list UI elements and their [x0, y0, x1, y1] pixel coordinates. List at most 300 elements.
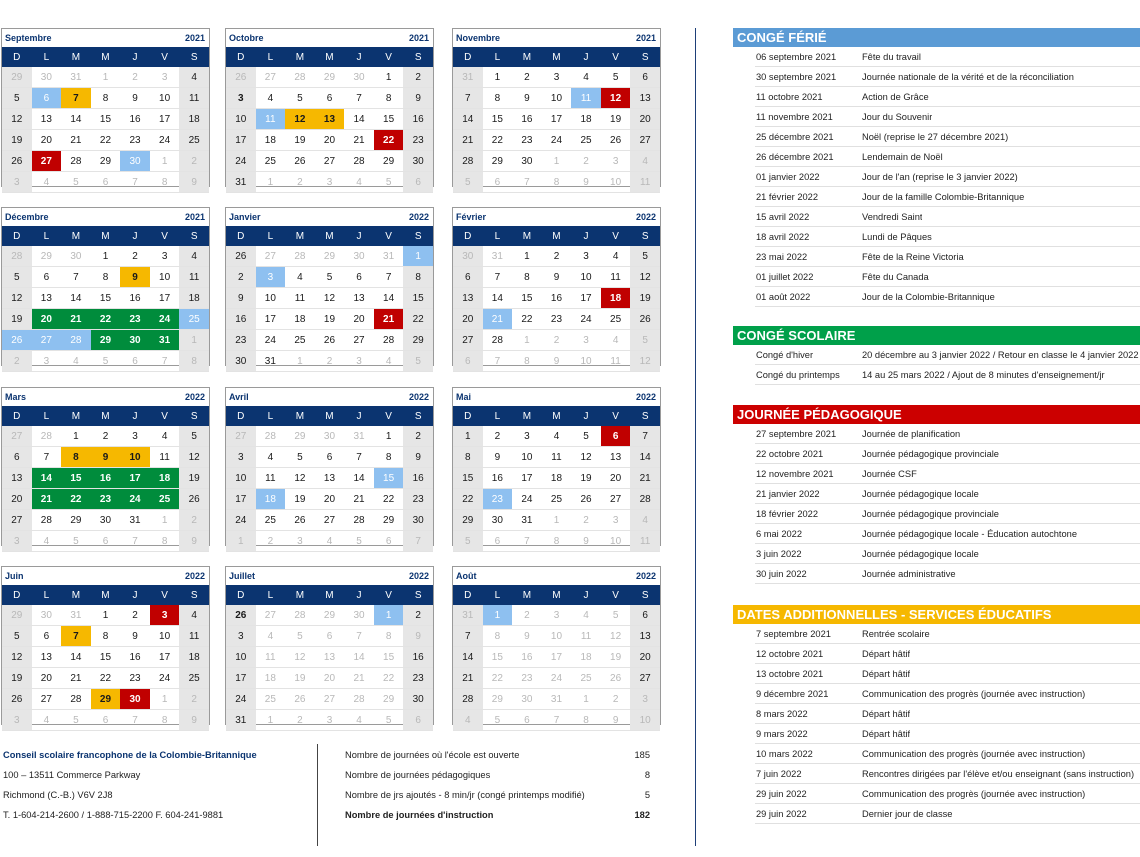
day-cell: 3: [315, 710, 345, 731]
week-row: [226, 67, 433, 88]
weekday-header: L: [256, 585, 286, 605]
month-name: Novembre: [456, 33, 501, 43]
day-cell: 17: [542, 647, 572, 668]
weekday-header: J: [120, 226, 150, 246]
day-cell: 13: [601, 447, 631, 468]
day-cell: 8: [512, 267, 542, 288]
weekday-header: M: [91, 226, 121, 246]
section-row: [755, 67, 1140, 87]
day-cell: 18: [150, 468, 180, 489]
section-row: [755, 624, 1140, 644]
stat-label: Nombre de journées d'instruction: [345, 810, 494, 820]
weekday-header: V: [150, 226, 180, 246]
day-cell: 21: [453, 668, 483, 689]
row-date: Congé d'hiver: [756, 349, 814, 360]
day-cell: 26: [226, 605, 256, 626]
org-address-line2: Richmond (C.-B.) V6V 2J8: [3, 790, 113, 800]
day-cell: 8: [453, 447, 483, 468]
weekday-header: V: [601, 585, 631, 605]
day-cell: 12: [179, 447, 209, 468]
day-cell: 7: [344, 626, 374, 647]
day-cell: 3: [344, 351, 374, 372]
day-cell: 22: [91, 668, 121, 689]
day-cell: 9: [179, 710, 209, 731]
month-year: 2022: [408, 392, 429, 402]
row-description: Journée de planification: [862, 428, 961, 439]
day-cell: 4: [32, 710, 62, 731]
day-cell: 28: [453, 151, 483, 172]
row-date: 29 juin 2022: [756, 808, 807, 819]
weekday-header: L: [32, 226, 62, 246]
weekday-header: D: [453, 406, 483, 426]
day-cell: 7: [344, 447, 374, 468]
day-cell: 27: [630, 130, 660, 151]
day-cell: 16: [483, 468, 513, 489]
weekday-header: M: [315, 406, 345, 426]
day-cell: 12: [2, 288, 32, 309]
month-title: [453, 567, 660, 585]
day-cell: 17: [226, 489, 256, 510]
day-cell: 1: [179, 330, 209, 351]
day-cell: 9: [571, 172, 601, 193]
week-row: [453, 426, 660, 447]
day-cell: 8: [374, 447, 404, 468]
weekday-header: S: [179, 47, 209, 67]
day-cell: 16: [403, 109, 433, 130]
week-row: [453, 109, 660, 130]
day-cell: 4: [61, 351, 91, 372]
row-date: 11 novembre 2021: [756, 111, 833, 122]
month-calendar: [1, 387, 210, 546]
day-cell: 4: [601, 246, 631, 267]
row-description: Départ hâtif: [862, 668, 911, 679]
day-cell: 12: [630, 267, 660, 288]
day-cell: 7: [32, 447, 62, 468]
section-rows: [755, 624, 1140, 824]
month-title: [2, 208, 209, 226]
row-date: 9 mars 2022: [756, 728, 808, 739]
week-row: [2, 67, 209, 88]
month-calendar: [225, 566, 434, 725]
day-cell: 10: [120, 447, 150, 468]
day-cell: 19: [285, 130, 315, 151]
day-cell: 20: [32, 668, 62, 689]
week-row: [2, 151, 209, 172]
stat-label: Nombre de jrs ajoutés - 8 min/jr (congé printemps modifié): [345, 790, 585, 800]
day-grid: [2, 226, 209, 372]
week-row: [2, 172, 209, 193]
week-row: [226, 489, 433, 510]
day-cell: 4: [571, 605, 601, 626]
day-cell: 7: [630, 426, 660, 447]
day-cell: 3: [32, 351, 62, 372]
day-cell: 28: [256, 426, 286, 447]
stat-row: [345, 765, 650, 785]
day-cell: 6: [344, 267, 374, 288]
month-title: [226, 388, 433, 406]
weekday-header: J: [344, 585, 374, 605]
month-calendar: [225, 387, 434, 546]
day-cell: 9: [571, 531, 601, 552]
day-cell: 24: [571, 309, 601, 330]
day-cell: 27: [601, 489, 631, 510]
week-row: [453, 710, 660, 731]
day-cell: 15: [374, 109, 404, 130]
day-cell: 26: [2, 151, 32, 172]
day-cell: 30: [344, 605, 374, 626]
day-cell: 26: [630, 309, 660, 330]
row-date: 3 juin 2022: [756, 548, 802, 559]
day-cell: 14: [61, 288, 91, 309]
day-cell: 11: [256, 647, 286, 668]
day-cell: 13: [32, 647, 62, 668]
day-cell: 10: [630, 710, 660, 731]
day-cell: 23: [91, 489, 121, 510]
row-description: Jour du Souvenir: [862, 111, 933, 122]
weekday-header: D: [2, 226, 32, 246]
row-description: Fête du travail: [862, 51, 921, 62]
week-row: [453, 351, 660, 372]
day-cell: 1: [91, 67, 121, 88]
week-row: [226, 426, 433, 447]
day-cell: 31: [150, 330, 180, 351]
day-cell: 2: [179, 689, 209, 710]
row-date: 25 décembre 2021: [756, 131, 834, 142]
section-rows: [755, 345, 1140, 385]
row-date: 7 juin 2022: [756, 768, 802, 779]
weekday-header: M: [512, 47, 542, 67]
day-cell: 16: [120, 647, 150, 668]
day-grid: [226, 406, 433, 552]
day-cell: 8: [542, 172, 572, 193]
day-cell: 2: [179, 510, 209, 531]
day-cell: 6: [2, 447, 32, 468]
day-cell: 6: [32, 626, 62, 647]
month-name: Février: [456, 212, 487, 222]
section-row: [755, 147, 1140, 167]
day-cell: 16: [403, 468, 433, 489]
weekday-header: M: [542, 406, 572, 426]
day-cell: 29: [453, 510, 483, 531]
weekday-header: J: [571, 585, 601, 605]
row-date: 26 décembre 2021: [756, 151, 834, 162]
week-row: [453, 246, 660, 267]
section-row: [755, 544, 1140, 564]
week-row: [453, 330, 660, 351]
week-row: [226, 710, 433, 731]
day-cell: 6: [315, 626, 345, 647]
day-cell: 7: [453, 626, 483, 647]
day-cell: 27: [453, 330, 483, 351]
section-row: [755, 167, 1140, 187]
day-cell: 4: [453, 710, 483, 731]
day-cell: 12: [2, 647, 32, 668]
section-header: CONGÉ SCOLAIRE: [733, 326, 1140, 345]
day-cell: 17: [571, 288, 601, 309]
week-row: [226, 288, 433, 309]
day-cell: 28: [61, 330, 91, 351]
day-cell: 23: [120, 668, 150, 689]
week-row: [2, 267, 209, 288]
day-cell: 27: [2, 426, 32, 447]
day-cell: 4: [374, 351, 404, 372]
day-cell: 29: [91, 151, 121, 172]
day-cell: 10: [542, 88, 572, 109]
day-cell: 19: [571, 468, 601, 489]
day-cell: 11: [571, 626, 601, 647]
day-cell: 17: [226, 130, 256, 151]
day-cell: 8: [61, 447, 91, 468]
day-cell: 9: [120, 267, 150, 288]
weekday-header: S: [179, 226, 209, 246]
day-cell: 3: [2, 531, 32, 552]
section-row: [755, 207, 1140, 227]
day-cell: 8: [150, 710, 180, 731]
weekday-header: L: [483, 47, 513, 67]
weekday-header: J: [344, 226, 374, 246]
weekday-header: M: [315, 585, 345, 605]
day-cell: 6: [32, 267, 62, 288]
day-cell: 22: [483, 668, 513, 689]
day-cell: 15: [512, 288, 542, 309]
week-row: [226, 510, 433, 531]
day-cell: 18: [179, 288, 209, 309]
day-cell: 1: [512, 246, 542, 267]
day-cell: 10: [256, 288, 286, 309]
row-date: 15 avril 2022: [756, 211, 810, 222]
day-cell: 5: [571, 426, 601, 447]
day-cell: 5: [91, 351, 121, 372]
weekday-header: L: [483, 585, 513, 605]
day-cell: 4: [344, 710, 374, 731]
day-cell: 5: [2, 88, 32, 109]
day-grid: [2, 47, 209, 193]
day-cell: 1: [571, 689, 601, 710]
day-cell: 1: [374, 605, 404, 626]
day-cell: 8: [483, 88, 513, 109]
day-cell: 26: [601, 668, 631, 689]
day-cell: 21: [61, 668, 91, 689]
day-cell: 15: [91, 647, 121, 668]
day-cell: 11: [601, 351, 631, 372]
day-cell: 30: [32, 605, 62, 626]
day-grid: [226, 47, 433, 193]
day-cell: 25: [256, 510, 286, 531]
week-row: [2, 109, 209, 130]
weekday-header: D: [226, 47, 256, 67]
section-row: [755, 724, 1140, 744]
day-cell: 14: [453, 647, 483, 668]
day-cell: 9: [512, 626, 542, 647]
day-cell: 29: [315, 605, 345, 626]
day-cell: 31: [512, 510, 542, 531]
row-description: Action de Grâce: [862, 91, 929, 102]
day-cell: 18: [285, 309, 315, 330]
day-cell: 29: [32, 246, 62, 267]
day-cell: 23: [512, 668, 542, 689]
day-cell: 29: [403, 330, 433, 351]
day-cell: 5: [630, 330, 660, 351]
day-cell: 27: [32, 330, 62, 351]
day-cell: 4: [285, 267, 315, 288]
day-cell: 31: [226, 710, 256, 731]
month-name: Décembre: [5, 212, 49, 222]
day-cell: 2: [256, 531, 286, 552]
day-cell: 21: [453, 130, 483, 151]
weekday-header: D: [2, 406, 32, 426]
day-cell: 18: [571, 109, 601, 130]
org-phone: T. 1-604-214-2600 / 1-888-715-2200 F. 604-241-9881: [3, 810, 224, 820]
stat-value: 5: [644, 790, 650, 800]
month-title: [453, 388, 660, 406]
day-cell: 6: [91, 531, 121, 552]
month-title: [2, 567, 209, 585]
day-cell: 22: [403, 309, 433, 330]
day-cell: 7: [120, 172, 150, 193]
day-cell: 29: [374, 510, 404, 531]
stat-label: Nombre de journées où l'école est ouverte: [345, 750, 520, 760]
day-cell: 27: [256, 605, 286, 626]
day-cell: 1: [542, 151, 572, 172]
day-cell: 30: [512, 689, 542, 710]
day-cell: 12: [630, 351, 660, 372]
weekday-header: V: [150, 585, 180, 605]
day-cell: 5: [483, 710, 513, 731]
day-cell: 30: [226, 351, 256, 372]
day-cell: 27: [630, 668, 660, 689]
month-calendar: [452, 207, 661, 366]
section-row: [755, 267, 1140, 287]
day-cell: 5: [2, 267, 32, 288]
weekday-header: J: [344, 47, 374, 67]
day-cell: 19: [2, 130, 32, 151]
stat-value: 8: [644, 770, 650, 780]
day-cell: 13: [32, 109, 62, 130]
day-cell: 5: [61, 172, 91, 193]
day-cell: 7: [483, 267, 513, 288]
month-name: Mars: [5, 392, 27, 402]
week-row: [453, 151, 660, 172]
day-cell: 23: [483, 489, 513, 510]
day-cell: 28: [483, 330, 513, 351]
day-cell: 23: [512, 130, 542, 151]
day-cell: 4: [150, 426, 180, 447]
day-cell: 5: [285, 88, 315, 109]
day-cell: 11: [630, 172, 660, 193]
day-cell: 19: [179, 468, 209, 489]
day-cell: 2: [601, 689, 631, 710]
day-cell: 2: [403, 426, 433, 447]
week-row: [2, 309, 209, 330]
day-cell: 10: [226, 647, 256, 668]
day-cell: 30: [344, 246, 374, 267]
weekday-header: M: [91, 47, 121, 67]
week-row: [2, 330, 209, 351]
day-grid: [226, 226, 433, 372]
day-cell: 16: [512, 647, 542, 668]
day-cell: 2: [120, 246, 150, 267]
day-cell: 5: [403, 351, 433, 372]
day-cell: 28: [453, 689, 483, 710]
row-description: Communication des progrès (journée avec instruction): [862, 788, 1086, 799]
day-cell: 28: [61, 689, 91, 710]
section-row: [755, 764, 1140, 784]
weekday-header: L: [256, 226, 286, 246]
week-row: [2, 426, 209, 447]
day-cell: 2: [571, 510, 601, 531]
weekday-header: D: [226, 585, 256, 605]
row-description: Dernier jour de classe: [862, 808, 953, 819]
day-cell: 22: [91, 309, 121, 330]
weekday-header: M: [512, 406, 542, 426]
month-name: Septembre: [5, 33, 52, 43]
weekday-header: L: [32, 585, 62, 605]
day-cell: 25: [571, 130, 601, 151]
column-divider: [695, 28, 696, 846]
day-cell: 3: [150, 246, 180, 267]
row-date: 23 mai 2022: [756, 251, 808, 262]
day-cell: 14: [453, 109, 483, 130]
day-cell: 18: [571, 647, 601, 668]
month-year: 2021: [408, 33, 429, 43]
day-cell: 18: [256, 130, 286, 151]
day-cell: 1: [403, 246, 433, 267]
day-cell: 31: [120, 510, 150, 531]
day-cell: 2: [120, 605, 150, 626]
day-cell: 7: [120, 531, 150, 552]
day-cell: 20: [32, 309, 62, 330]
day-cell: 3: [601, 151, 631, 172]
week-row: [2, 447, 209, 468]
day-cell: 7: [512, 172, 542, 193]
month-year: 2022: [184, 571, 205, 581]
row-date: 12 octobre 2021: [756, 648, 824, 659]
week-row: [226, 330, 433, 351]
day-cell: 5: [374, 710, 404, 731]
day-cell: 27: [315, 510, 345, 531]
month-title: [453, 208, 660, 226]
day-cell: 28: [285, 605, 315, 626]
week-row: [2, 510, 209, 531]
row-date: 01 janvier 2022: [756, 171, 820, 182]
month-title: [453, 29, 660, 47]
section-row: [755, 524, 1140, 544]
week-row: [2, 605, 209, 626]
week-row: [2, 531, 209, 552]
day-cell: 7: [483, 351, 513, 372]
footer-divider: [317, 744, 318, 846]
week-row: [2, 668, 209, 689]
day-cell: 11: [256, 468, 286, 489]
day-cell: 13: [453, 288, 483, 309]
day-cell: 14: [61, 109, 91, 130]
row-date: Congé du printemps: [756, 369, 840, 380]
day-cell: 29: [483, 689, 513, 710]
month-title: [2, 29, 209, 47]
row-description: Fête de la Reine Victoria: [862, 251, 964, 262]
row-date: 01 août 2022: [756, 291, 811, 302]
day-cell: 23: [120, 309, 150, 330]
row-description: Lundi de Pâques: [862, 231, 932, 242]
day-cell: 3: [150, 605, 180, 626]
weekday-header: L: [256, 406, 286, 426]
day-cell: 30: [403, 510, 433, 531]
day-cell: 12: [601, 626, 631, 647]
day-cell: 1: [512, 330, 542, 351]
weekday-header: V: [374, 406, 404, 426]
day-cell: 16: [226, 309, 256, 330]
day-cell: 2: [483, 426, 513, 447]
